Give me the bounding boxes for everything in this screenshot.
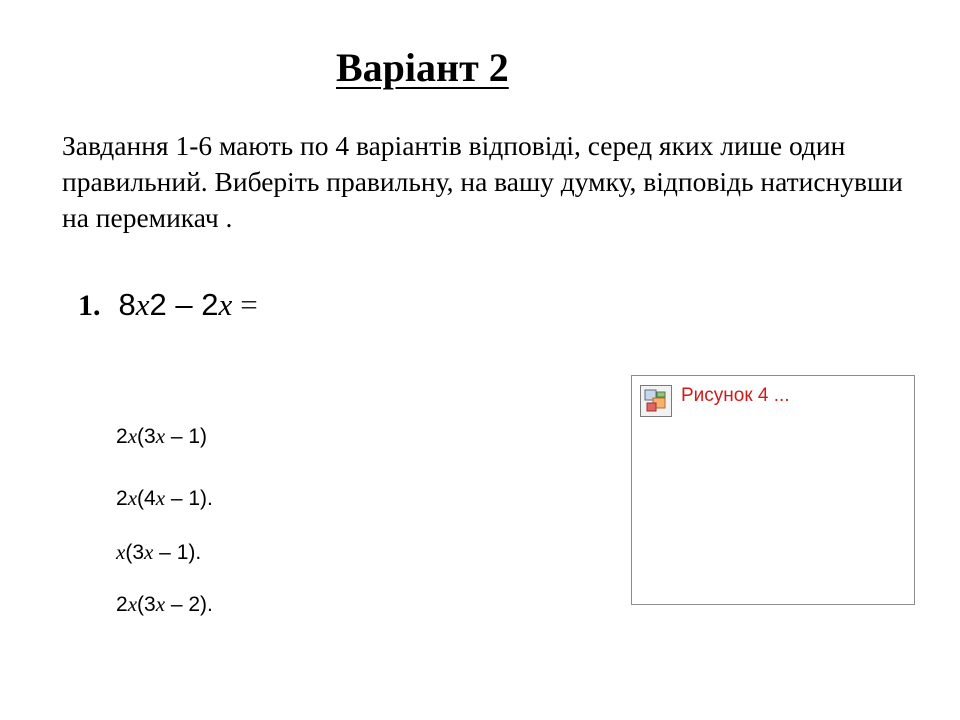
page-title: Варіант 2 xyxy=(336,45,509,90)
task-1 xyxy=(78,287,258,323)
task-expression: 8x2 – 2x = xyxy=(118,287,258,322)
picture-placeholder-frame xyxy=(631,375,915,605)
answer-option-4[interactable]: 2x(3x – 2). xyxy=(116,592,213,616)
answer-options xyxy=(116,424,213,616)
instructions-text: Завдання 1-6 мають по 4 варіантів відповіді, серед яких лише один правильний. Виберіть правильну, на вашу думку, відповідь натиснувши на перемикач . xyxy=(62,130,903,233)
answer-option-3[interactable]: x(3x – 1). xyxy=(116,540,202,564)
picture-placeholder-icon xyxy=(640,385,672,417)
answer-option-1[interactable]: 2x(3x – 1) xyxy=(116,424,208,448)
task-number: 1. xyxy=(78,289,101,322)
picture-caption: Рисунок 4 ... xyxy=(681,385,790,406)
answer-option-2[interactable]: 2x(4x – 1). xyxy=(116,486,213,510)
